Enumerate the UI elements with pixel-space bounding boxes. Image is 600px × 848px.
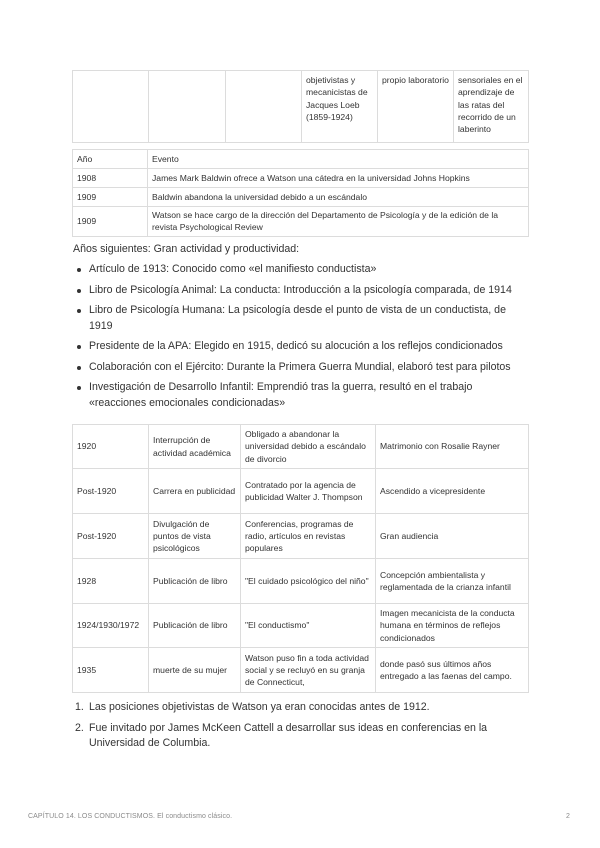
page-number: 2 bbox=[566, 813, 570, 820]
table-cell: Publicación de libro bbox=[149, 604, 241, 648]
table-row bbox=[73, 169, 529, 188]
table-row bbox=[73, 559, 529, 604]
list-item: Investigación de Desarrollo Infantil: Emprendió tras la guerra, resultó en el trabajo «reacciones emocionales condicionadas» bbox=[73, 380, 528, 411]
table-row bbox=[73, 604, 529, 648]
item-number: 2. bbox=[75, 721, 84, 734]
list-item bbox=[73, 700, 528, 716]
table-cell: Watson puso fin a toda actividad social y se recluyó en su granja de Connecticut, bbox=[241, 648, 376, 693]
table-cell: "El cuidado psicológico del niño" bbox=[241, 559, 376, 604]
table-cell: 1924/1930/1972 bbox=[73, 604, 149, 648]
table-cell: Interrupción de actividad académica bbox=[149, 425, 241, 469]
table-cell: 1909 bbox=[73, 188, 148, 207]
table-row bbox=[73, 188, 529, 207]
table-cell: 1920 bbox=[73, 425, 149, 469]
table-row bbox=[73, 425, 529, 469]
item-text: Fue invitado por James McKeen Cattell a desarrollar sus ideas en conferencias en la Universidad de Columbia. bbox=[89, 721, 488, 749]
table-cell: objetivistas y mecanicistas de Jacques Loeb (1859-1924) bbox=[302, 71, 378, 143]
table-header-row bbox=[73, 150, 529, 169]
numbered-notes bbox=[73, 700, 528, 757]
list-item: Libro de Psicología Animal: La conducta: Introducción a la psicología comparada, de 1914 bbox=[73, 283, 528, 299]
list-item bbox=[73, 721, 528, 752]
table-cell bbox=[226, 71, 302, 143]
table-cell: Baldwin abandona la universidad debido a un escándalo bbox=[148, 188, 529, 207]
table-cell: "El conductismo" bbox=[241, 604, 376, 648]
table-cell: Carrera en publicidad bbox=[149, 469, 241, 514]
table-cell: Divulgación de puntos de vista psicológicos bbox=[149, 514, 241, 559]
list-item: Colaboración con el Ejército: Durante la Primera Guerra Mundial, elaboró test para pilotos bbox=[73, 360, 528, 376]
table-cell: donde pasó sus últimos años entregado a las faenas del campo. bbox=[376, 648, 529, 693]
list-item: Artículo de 1913: Conocido como «el manifiesto conductista» bbox=[73, 262, 528, 278]
table-cell: Publicación de libro bbox=[149, 559, 241, 604]
item-number: 1. bbox=[75, 701, 84, 713]
career-table bbox=[72, 424, 529, 693]
events-table bbox=[72, 149, 529, 237]
table-cell: 1928 bbox=[73, 559, 149, 604]
table-cell: Gran audiencia bbox=[376, 514, 529, 559]
table-cell: 1909 bbox=[73, 207, 148, 237]
table-cell bbox=[149, 71, 226, 143]
table-cell: Obligado a abandonar la universidad debido a escándalo de divorcio bbox=[241, 425, 376, 469]
table-cell: 1908 bbox=[73, 169, 148, 188]
table-row bbox=[73, 648, 529, 693]
item-text: Las posiciones objetivistas de Watson ya eran conocidas antes de 1912. bbox=[89, 701, 430, 713]
table-cell: Imagen mecanicista de la conducta humana en términos de reflejos condicionados bbox=[376, 604, 529, 648]
header-cell-event: Evento bbox=[148, 150, 529, 169]
table-cell: James Mark Baldwin ofrece a Watson una cátedra en la universidad Johns Hopkins bbox=[148, 169, 529, 188]
continued-table bbox=[72, 70, 529, 143]
table-cell: Ascendido a vicepresidente bbox=[376, 469, 529, 514]
table-row bbox=[73, 71, 529, 143]
table-cell: Contratado por la agencia de publicidad Walter J. Thompson bbox=[241, 469, 376, 514]
table-cell bbox=[73, 71, 149, 143]
list-item: Presidente de la APA: Elegido en 1915, dedicó su alocución a los reflejos condicionados bbox=[73, 339, 528, 355]
table-cell: 1935 bbox=[73, 648, 149, 693]
productivity-list bbox=[73, 262, 528, 416]
table-cell: Post-1920 bbox=[73, 514, 149, 559]
table-cell: Matrimonio con Rosalie Rayner bbox=[376, 425, 529, 469]
table-cell: muerte de su mujer bbox=[149, 648, 241, 693]
footer-chapter-title: CAPÍTULO 14. LOS CONDUCTISMOS. El conductismo clásico. bbox=[28, 813, 233, 820]
table-row bbox=[73, 514, 529, 559]
table-row bbox=[73, 207, 529, 237]
header-cell-year: Año bbox=[73, 150, 148, 169]
table-cell: Concepción ambientalista y reglamentada de la crianza infantil bbox=[376, 559, 529, 604]
table-cell: sensoriales en el aprendizaje de las ratas del recorrido de un laberinto bbox=[454, 71, 529, 143]
table-cell: Watson se hace cargo de la dirección del Departamento de Psicología y de la edición de la revista Psychological Review bbox=[148, 207, 529, 237]
table-cell: Post-1920 bbox=[73, 469, 149, 514]
following-years-heading: Años siguientes: Gran actividad y productividad: bbox=[73, 243, 300, 255]
table-row bbox=[73, 469, 529, 514]
table-cell: propio laboratorio bbox=[378, 71, 454, 143]
list-item: Libro de Psicología Humana: La psicología desde el punto de vista de un conductista, de 1919 bbox=[73, 303, 528, 334]
table-cell: Conferencias, programas de radio, artículos en revistas populares bbox=[241, 514, 376, 559]
